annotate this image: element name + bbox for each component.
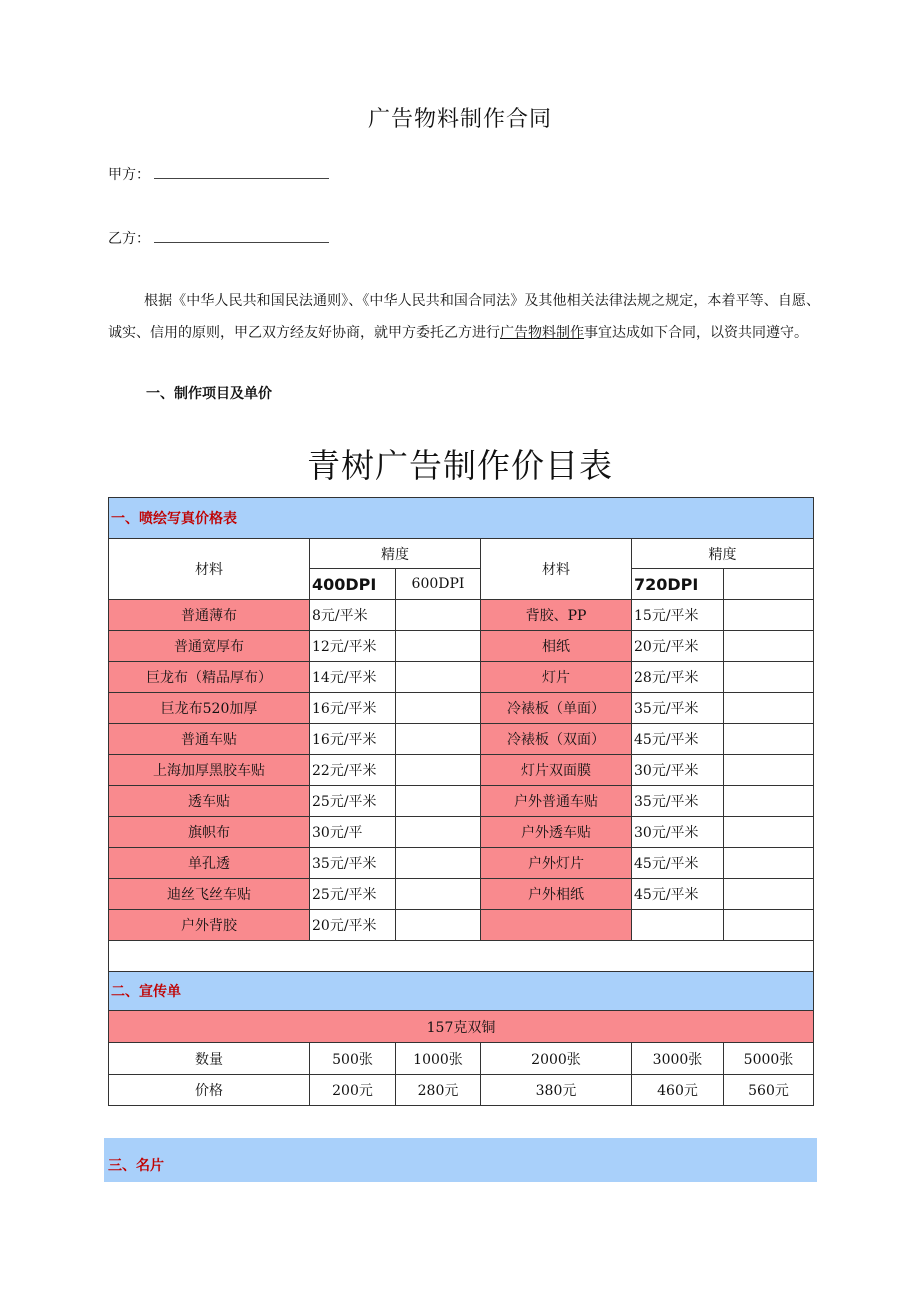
flyer-price-cell: 380元 bbox=[481, 1075, 632, 1106]
party-a-line bbox=[108, 164, 329, 184]
material-row bbox=[109, 848, 814, 879]
price-list-title: 青树广告制作价目表 bbox=[307, 446, 613, 485]
price-extra-right bbox=[724, 600, 814, 631]
price-400dpi-left: 22元/平米 bbox=[310, 755, 396, 786]
price-400dpi-left: 35元/平米 bbox=[310, 848, 396, 879]
material-row bbox=[109, 600, 814, 631]
material-name-left: 普通宽厚布 bbox=[109, 631, 310, 662]
price-400dpi-left: 30元/平 bbox=[310, 817, 396, 848]
material-name-left: 上海加厚黑胶车贴 bbox=[109, 755, 310, 786]
price-600dpi-left bbox=[396, 600, 481, 631]
material-name-left: 巨龙布（精品厚布） bbox=[109, 662, 310, 693]
material-row bbox=[109, 786, 814, 817]
price-400dpi-left: 16元/平米 bbox=[310, 693, 396, 724]
price-extra-right bbox=[724, 755, 814, 786]
price-720dpi-right: 28元/平米 bbox=[632, 662, 724, 693]
price-extra-right bbox=[724, 879, 814, 910]
material-name-left: 透车贴 bbox=[109, 786, 310, 817]
material-name-left: 普通车贴 bbox=[109, 724, 310, 755]
price-extra-right bbox=[724, 631, 814, 662]
material-name-right: 冷裱板（单面） bbox=[481, 693, 632, 724]
precision-header-left: 精度 bbox=[310, 539, 481, 569]
price-600dpi-left bbox=[396, 693, 481, 724]
flyer-price-cell: 280元 bbox=[396, 1075, 481, 1106]
price-400dpi-left: 25元/平米 bbox=[310, 879, 396, 910]
price-400dpi-left: 12元/平米 bbox=[310, 631, 396, 662]
flyer-price-row bbox=[109, 1075, 814, 1106]
preamble-text-end: 事宜达成如下合同，以资共同遵守。 bbox=[584, 325, 808, 341]
preamble-underlined: 广告物料制作 bbox=[500, 325, 584, 341]
material-name-left: 普通薄布 bbox=[109, 600, 310, 631]
price-720dpi-right: 35元/平米 bbox=[632, 786, 724, 817]
price-extra-right bbox=[724, 693, 814, 724]
preamble-text: 根据《中华人民共和国民法通则》、《中华人民共和国合同法》及其他相关法律法规之规定，本着平等、自愿、诚实、信用的原则，甲乙双方经友好协商，就甲方委托乙方进行 bbox=[108, 293, 820, 341]
preamble-paragraph bbox=[108, 285, 820, 349]
business-card-section-title: 三、名片 bbox=[108, 1158, 164, 1174]
material-name-right: 户外透车贴 bbox=[481, 817, 632, 848]
price-720dpi-right: 30元/平米 bbox=[632, 817, 724, 848]
party-a-blank[interactable] bbox=[154, 164, 329, 179]
price-720dpi-right bbox=[632, 910, 724, 941]
price-extra-right bbox=[724, 848, 814, 879]
document-title: 广告物料制作合同 bbox=[367, 107, 552, 132]
precision-header-right: 精度 bbox=[632, 539, 814, 569]
material-row bbox=[109, 724, 814, 755]
dpi-720-header: 720DPI bbox=[632, 569, 724, 600]
material-header-right: 材料 bbox=[481, 539, 632, 600]
flyer-price-cell: 200元 bbox=[310, 1075, 396, 1106]
material-name-left: 巨龙布520加厚 bbox=[109, 693, 310, 724]
material-name-left: 迪丝飞丝车贴 bbox=[109, 879, 310, 910]
price-table bbox=[108, 497, 814, 1106]
flyer-price-cell: 460元 bbox=[632, 1075, 724, 1106]
price-720dpi-right: 45元/平米 bbox=[632, 848, 724, 879]
spray-section-title: 一、喷绘写真价格表 bbox=[109, 498, 814, 539]
flyer-price-cell: 560元 bbox=[724, 1075, 814, 1106]
material-name-right: 灯片 bbox=[481, 662, 632, 693]
price-400dpi-left: 14元/平米 bbox=[310, 662, 396, 693]
spacer-row bbox=[109, 941, 814, 972]
material-name-left: 旗帜布 bbox=[109, 817, 310, 848]
paper-row bbox=[109, 1011, 814, 1043]
flyer-quantity-cell: 2000张 bbox=[481, 1043, 632, 1075]
section-heading-items: 一、制作项目及单价 bbox=[146, 386, 272, 402]
material-name-right: 背胶、PP bbox=[481, 600, 632, 631]
price-extra-right bbox=[724, 910, 814, 941]
price-600dpi-left bbox=[396, 786, 481, 817]
material-header-left: 材料 bbox=[109, 539, 310, 600]
flyer-section-row bbox=[109, 972, 814, 1011]
material-name-right bbox=[481, 910, 632, 941]
material-row bbox=[109, 817, 814, 848]
price-extra-right bbox=[724, 662, 814, 693]
price-extra-right bbox=[724, 786, 814, 817]
material-name-right: 灯片双面膜 bbox=[481, 755, 632, 786]
price-extra-right bbox=[724, 817, 814, 848]
flyer-quantity-cell: 1000张 bbox=[396, 1043, 481, 1075]
material-name-right: 户外相纸 bbox=[481, 879, 632, 910]
price-400dpi-left: 8元/平米 bbox=[310, 600, 396, 631]
material-row bbox=[109, 879, 814, 910]
material-row bbox=[109, 755, 814, 786]
price-extra-right bbox=[724, 724, 814, 755]
flyer-section-title: 二、宣传单 bbox=[109, 972, 814, 1011]
party-b-blank[interactable] bbox=[154, 228, 329, 243]
party-b-label: 乙方： bbox=[108, 231, 150, 247]
material-name-left: 户外背胶 bbox=[109, 910, 310, 941]
material-row bbox=[109, 693, 814, 724]
material-name-right: 户外普通车贴 bbox=[481, 786, 632, 817]
flyer-quantity-cell: 500张 bbox=[310, 1043, 396, 1075]
price-400dpi-left: 16元/平米 bbox=[310, 724, 396, 755]
price-720dpi-right: 45元/平米 bbox=[632, 879, 724, 910]
material-name-right: 户外灯片 bbox=[481, 848, 632, 879]
flyer-price-label: 价格 bbox=[109, 1075, 310, 1106]
dpi-400-header: 400DPI bbox=[310, 569, 396, 600]
material-name-right: 相纸 bbox=[481, 631, 632, 662]
material-row bbox=[109, 631, 814, 662]
price-720dpi-right: 20元/平米 bbox=[632, 631, 724, 662]
dpi-empty-header bbox=[724, 569, 814, 600]
price-720dpi-right: 30元/平米 bbox=[632, 755, 724, 786]
price-600dpi-left bbox=[396, 879, 481, 910]
party-a-label: 甲方： bbox=[108, 167, 150, 183]
price-720dpi-right: 45元/平米 bbox=[632, 724, 724, 755]
material-name-right: 冷裱板（双面） bbox=[481, 724, 632, 755]
material-row bbox=[109, 662, 814, 693]
party-b-line bbox=[108, 228, 329, 248]
price-600dpi-left bbox=[396, 631, 481, 662]
price-600dpi-left bbox=[396, 817, 481, 848]
flyer-quantity-label: 数量 bbox=[109, 1043, 310, 1075]
flyer-quantity-row bbox=[109, 1043, 814, 1075]
material-name-left: 单孔透 bbox=[109, 848, 310, 879]
price-400dpi-left: 25元/平米 bbox=[310, 786, 396, 817]
price-600dpi-left bbox=[396, 848, 481, 879]
price-600dpi-left bbox=[396, 662, 481, 693]
spacer-cell bbox=[109, 941, 814, 972]
material-row bbox=[109, 910, 814, 941]
dpi-600-header: 600DPI bbox=[396, 569, 481, 600]
price-720dpi-right: 15元/平米 bbox=[632, 600, 724, 631]
flyer-quantity-cell: 5000张 bbox=[724, 1043, 814, 1075]
price-600dpi-left bbox=[396, 755, 481, 786]
flyer-quantity-cell: 3000张 bbox=[632, 1043, 724, 1075]
price-600dpi-left bbox=[396, 910, 481, 941]
price-400dpi-left: 20元/平米 bbox=[310, 910, 396, 941]
paper-type: 157克双铜 bbox=[109, 1011, 814, 1043]
business-card-section-bar bbox=[104, 1138, 817, 1182]
price-600dpi-left bbox=[396, 724, 481, 755]
price-720dpi-right: 35元/平米 bbox=[632, 693, 724, 724]
